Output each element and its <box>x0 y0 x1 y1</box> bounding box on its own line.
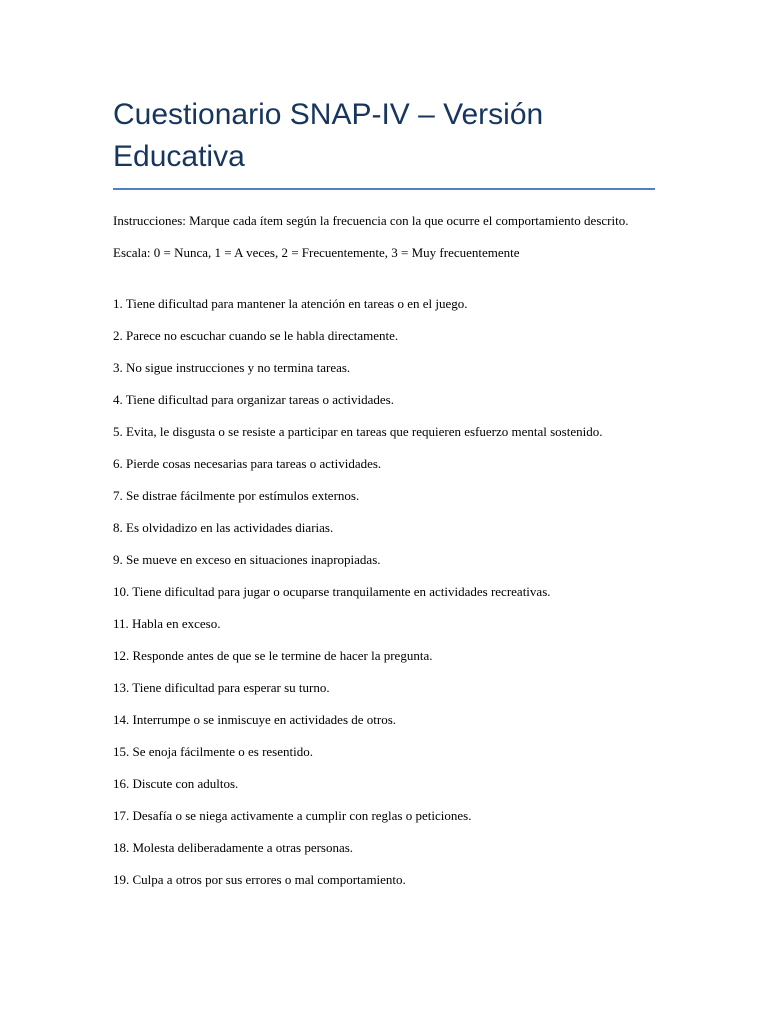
question-list <box>113 294 655 889</box>
question-item: 10. Tiene dificultad para jugar o ocuparse tranquilamente en actividades recreativas. <box>113 584 551 599</box>
question-item: 11. Habla en exceso. <box>113 616 221 631</box>
question-item: 14. Interrumpe o se inmiscuye en actividades de otros. <box>113 712 397 727</box>
question-item: 19. Culpa a otros por sus errores o mal comportamiento. <box>113 872 406 887</box>
question-item: 6. Pierde cosas necesarias para tareas o actividades. <box>113 456 382 471</box>
question-item: 2. Parece no escuchar cuando se le habla directamente. <box>113 328 399 343</box>
question-item: 5. Evita, le disgusta o se resiste a participar en tareas que requieren esfuerzo mental sostenido. <box>113 424 603 439</box>
question-item: 18. Molesta deliberadamente a otras personas. <box>113 840 354 855</box>
question-item: 9. Se mueve en exceso en situaciones inapropiadas. <box>113 552 381 567</box>
instructions-text: Instrucciones: Marque cada ítem según la frecuencia con la que ocurre el comportamiento descrito. <box>113 213 629 228</box>
document-page <box>113 0 655 902</box>
question-item: 15. Se enoja fácilmente o es resentido. <box>113 744 313 759</box>
question-item: 13. Tiene dificultad para esperar su turno. <box>113 680 330 695</box>
question-item: 1. Tiene dificultad para mantener la atención en tareas o en el juego. <box>113 296 468 311</box>
question-item: 17. Desafía o se niega activamente a cumplir con reglas o peticiones. <box>113 808 472 823</box>
question-item: 4. Tiene dificultad para organizar tareas o actividades. <box>113 392 394 407</box>
question-item: 16. Discute con adultos. <box>113 776 239 791</box>
title-underline <box>113 188 655 190</box>
question-item: 7. Se distrae fácilmente por estímulos externos. <box>113 488 360 503</box>
question-item: 12. Responde antes de que se le termine de hacer la pregunta. <box>113 648 433 663</box>
scale-text: Escala: 0 = Nunca, 1 = A veces, 2 = Frecuentemente, 3 = Muy frecuentemente <box>113 245 520 260</box>
document-title: Cuestionario SNAP-IV – Versión Educativa <box>113 98 544 173</box>
question-item: 3. No sigue instrucciones y no termina tareas. <box>113 360 351 375</box>
question-item: 8. Es olvidadizo en las actividades diarias. <box>113 520 334 535</box>
